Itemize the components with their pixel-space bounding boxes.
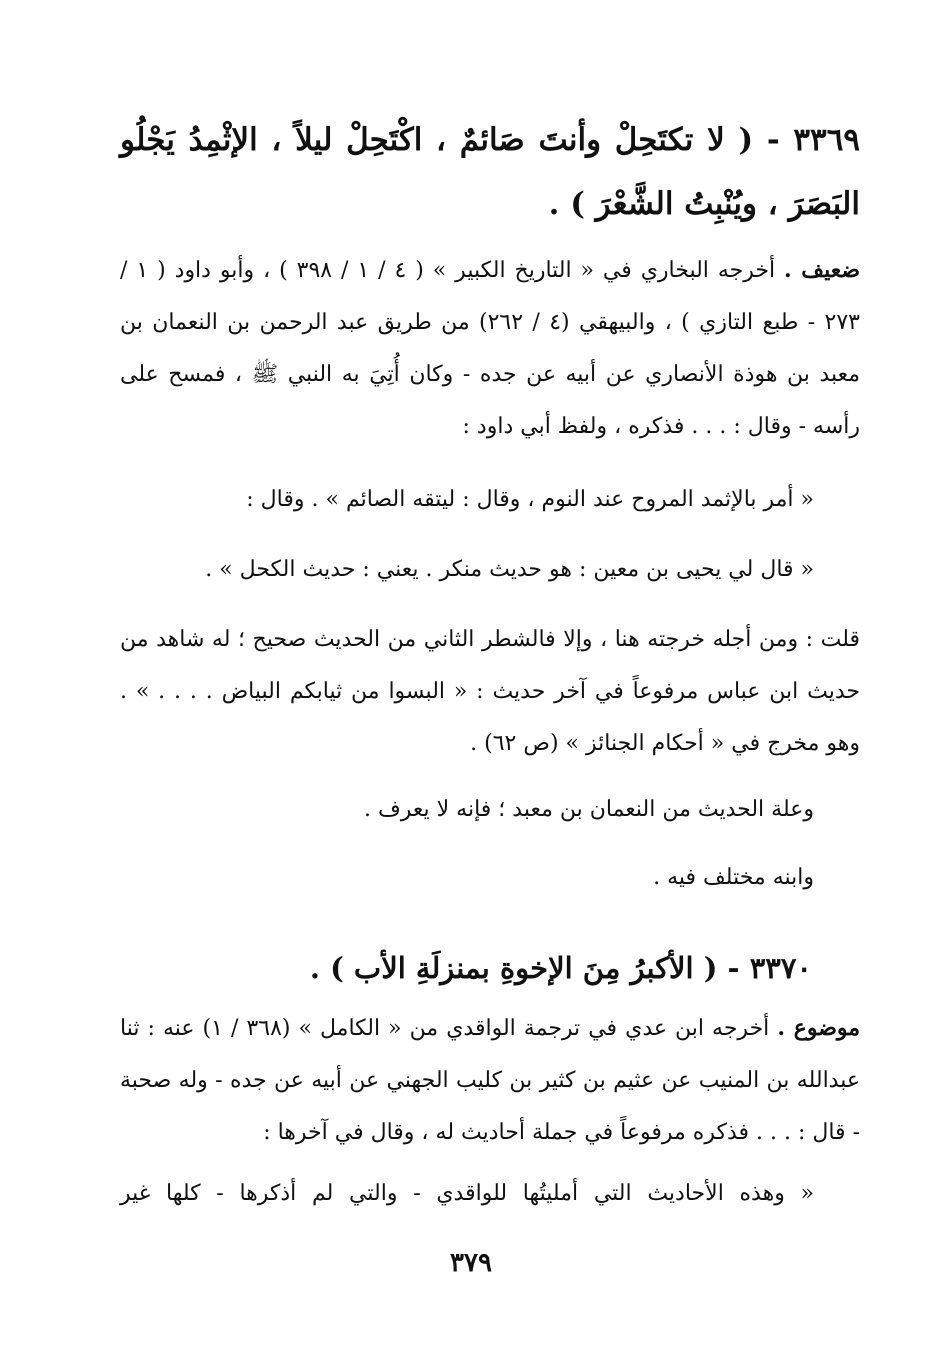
hadith-3370-title: - ( الأكبرُ مِنَ الإخوةِ بمنزلَةِ الأب ) . — [309, 951, 740, 985]
hadith-3369-illa: وعلة الحديث من النعمان بن معبد ؛ فإنه لا يعرف . — [363, 797, 814, 822]
hadith-3369-title: - ( لا تكتَحِلْ وأنتَ صَائمٌ ، اكْتَحِلْ ليلاً ، الإثْمِدُ يَجْلُو البَصَرَ ، ويُنْبِتُ الشَّعْرَ ) . — [120, 122, 860, 222]
hadith-3369-takhrij: أخرجه البخاري في « التاريخ الكبير » ( ٤ / ١ / ٣٩٨ ) ، وأبو داود ( ١ / ٢٧٣ - طبع التازي ) ، والبيهقي (٤ / ٢٦٢) من طريق عبد الرحمن بن النعمان بن معبد بن هوذة الأنصاري عن أبيه عن جده - وكان أُتِيَ به النبي ﷺ ، فمسح على رأسه - وقال : . . . فذكره ، ولفظ أبي داود : — [120, 258, 860, 439]
hadith-3369-takhrij-paragraph — [120, 244, 860, 453]
hadith-3369-quote-1: « أمر بالإثمد المروح عند النوم ، وقال : ليتقه الصائم » . وقال : — [246, 487, 814, 512]
hadith-3370-takhrij: أخرجه ابن عدي في ترجمة الواقدي من « الكامل » (٣٦٨ / ١) عنه : ثنا عبدالله بن المنيب عن عثيم بن كثير بن كليب الجهني عن أبيه عن جده - وله صحبة - قال : . . . فذكره مرفوعاً في جملة أحاديث له ، وقال في آخرها : — [120, 1016, 860, 1145]
hadith-3370-quote: « وهذه الأحاديث التي أمليتُها للواقدي - والتي لم أذكرها - كلها غير — [120, 1181, 814, 1206]
page-number: ٣٧٩ — [450, 1248, 492, 1278]
hadith-3369-number: ٣٣٦٩ — [793, 122, 861, 158]
hadith-3369-quote-2: « قال لي يحيى بن معين : هو حديث منكر . يعني : حديث الكحل » . — [205, 557, 814, 582]
hadith-3370-heading — [120, 940, 812, 996]
hadith-3369-grade: ضعيف . — [784, 257, 861, 283]
hadith-3370-number: ٣٣٧٠ — [749, 951, 812, 985]
hadith-3369-comment: قلت : ومن أجله خرجته هنا ، وإلا فالشطر الثاني من الحديث صحيح ؛ له شاهد من حديث ابن عباس مرفوعاً في آخر حديث : « البسوا من ثيابكم البياض . . . . » . وهو مخرج في « أحكام الجنائز » (ص ٦٢) . — [120, 627, 860, 756]
hadith-3370-grade: موضوع . — [777, 1015, 861, 1041]
hadith-3369-son-note: وابنه مختلف فيه . — [653, 865, 814, 890]
hadith-3369-heading — [120, 108, 860, 236]
hadith-3370-takhrij-paragraph — [120, 1002, 860, 1159]
